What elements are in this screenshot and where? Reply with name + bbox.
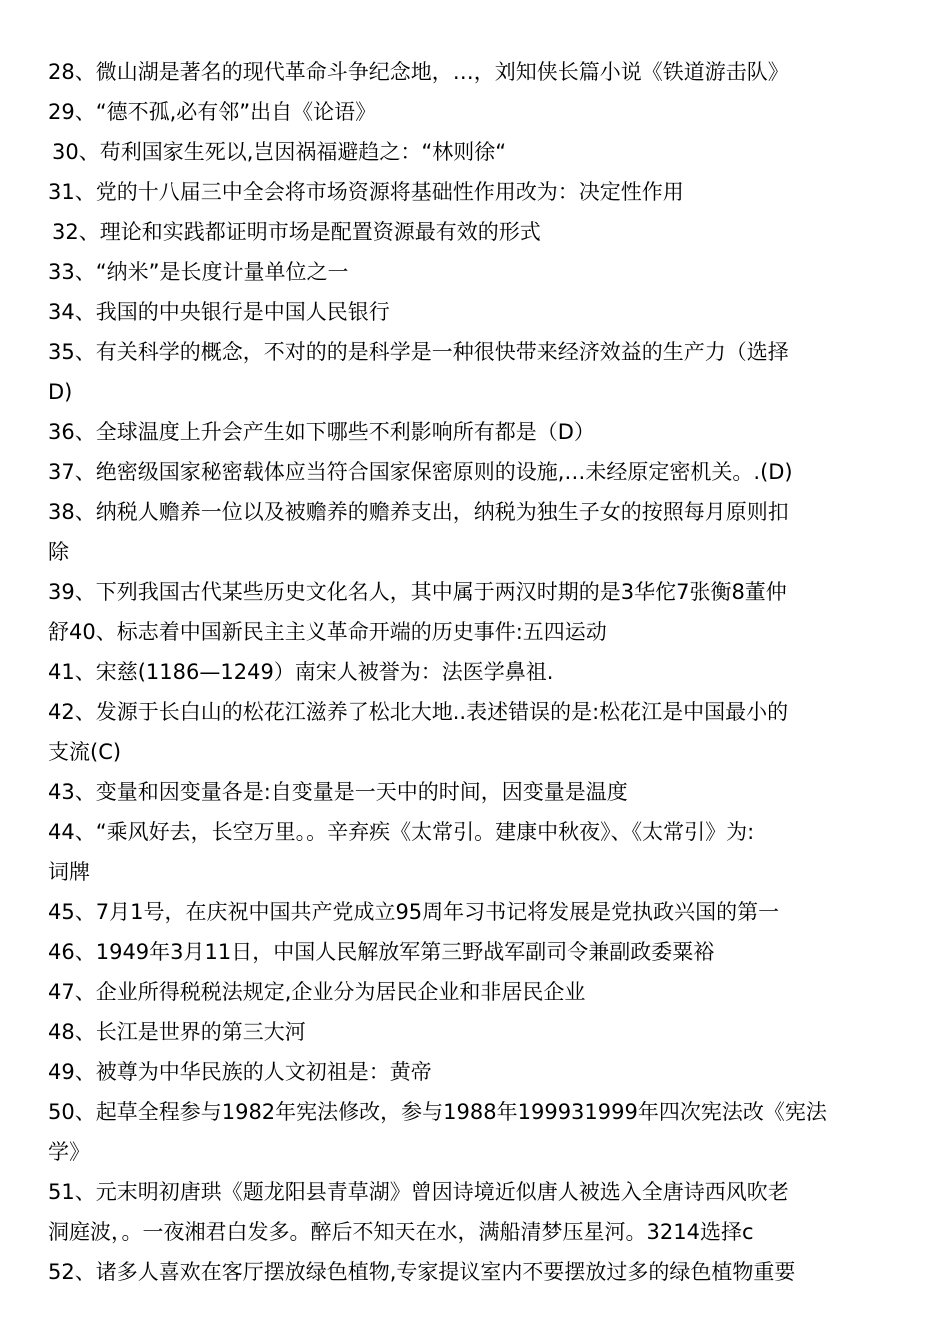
text-line: 30、苟利国家生死以,岂因祸福避趋之：“林则徐“	[52, 140, 507, 164]
text-line: 49、被尊为中华民族的人文初祖是：黄帝	[48, 1060, 432, 1084]
text-line: 47、企业所得税税法规定,企业分为居民企业和非居民企业	[48, 980, 586, 1004]
text-line: 32、理论和实践都证明市场是配置资源最有效的形式	[52, 220, 541, 244]
text-line: 词牌	[48, 860, 90, 884]
text-line: 43、变量和因变量各是:自变量是一天中的时间，因变量是温度	[48, 780, 628, 804]
text-line: 35、有关科学的概念，不对的的是科学是一种很快带来经济效益的生产力（选择	[48, 340, 789, 364]
text-line: 41、宋慈(1186—1249）南宋人被誉为：法医学鼻祖.	[48, 660, 554, 684]
text-line: 39、下列我国古代某些历史文化名人，其中属于两汉时期的是3华佗7张衡8董仲	[48, 580, 787, 604]
text-line: D)	[48, 380, 73, 404]
text-line: 28、微山湖是著名的现代革命斗争纪念地，…，刘知侠长篇小说《铁道游击队》	[48, 60, 789, 84]
text-line: 52、诸多人喜欢在客厅摆放绿色植物,专家提议室内不要摆放过多的绿色植物重要	[48, 1260, 796, 1284]
text-line: 44、“乘风好去，长空万里。。辛弃疾《太常引。建康中秋夜》、《太常引》为:	[48, 820, 755, 844]
text-line: 除	[48, 540, 69, 564]
text-line: 45、7月1号，在庆祝中国共产党成立95周年习书记将发展是党执政兴国的第一	[48, 900, 780, 924]
text-line: 洞庭波，。一夜湘君白发多。醉后不知天在水，满船清梦压星河。3214选择c	[48, 1220, 754, 1244]
text-line: 50、起草全程参与1982年宪法修改，参与1988年199931999年四次宪法改《宪法	[48, 1100, 827, 1124]
text-line: 学》	[48, 1140, 90, 1164]
text-line: 33、“纳米”是长度计量单位之一	[48, 260, 349, 284]
text-line: 46、1949年3月11日，中国人民解放军第三野战军副司令兼副政委粟裕	[48, 940, 715, 964]
text-line: 29、“德不孤,必有邻”出自《论语》	[48, 100, 377, 124]
text-line: 36、全球温度上升会产生如下哪些不利影响所有都是（D）	[48, 420, 595, 444]
text-line: 34、我国的中央银行是中国人民银行	[48, 300, 390, 324]
text-line: 31、党的十八届三中全会将市场资源将基础性作用改为：决定性作用	[48, 180, 684, 204]
text-line: 37、绝密级国家秘密载体应当符合国家保密原则的设施,…未经原定密机关。.(D)	[48, 460, 793, 484]
text-line: 舒40、标志着中国新民主主义革命开端的历史事件:五四运动	[48, 620, 607, 644]
text-line: 38、纳税人赡养一位以及被赡养的赡养支出，纳税为独生子女的按照每月原则扣	[48, 500, 789, 524]
text-line: 48、长江是世界的第三大河	[48, 1020, 306, 1044]
text-line: 42、发源于长白山的松花江滋养了松北大地..表述错误的是:松花江是中国最小的	[48, 700, 789, 724]
text-line: 支流(C)	[48, 740, 122, 764]
text-line: 51、元末明初唐珙《题龙阳县青草湖》曾因诗境近似唐人被选入全唐诗西风吹老	[48, 1180, 789, 1204]
